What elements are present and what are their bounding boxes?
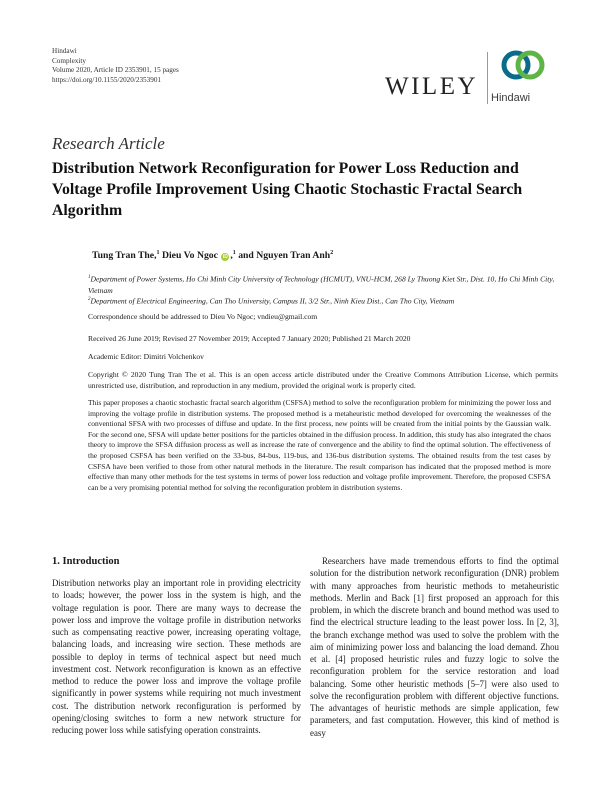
author-name: Tung Tran The, [92, 250, 157, 262]
author-affiliation-mark: 2 [330, 250, 334, 256]
abstract-text: This paper proposes a chaotic stochastic fractal search algorithm (CSFSA) method to solve the reconfiguration problem for minimizing the power loss and improving the voltage profile in distribution systems. The proposed method is a metaheuristic method developed for overcoming the weaknesses of the conventional SFSA with two processes of diffuse and update. In the first process, new points will be created from the initial points by the Gaussian walk. For the second one, SFSA will update better positions for the particles obtained in the diffusion process. In addition, this study has also integrated the chaos theory to improve the SFSA diffusion process as well as increase the rate of convergence and the ability to find the optimal solution. The effectiveness of the proposed CSFSA has been verified on the 33-bus, 84-bus, 119-bus, and 136-bus distribution systems. The obtained results from the test cases by CSFSA have been verified to those from other natural methods in the literature. The result comparison has indicated that the proposed method is more effective than many other methods for the test systems in terms of power loss reduction and voltage profile improvement. Therefore, the proposed CSFSA can be a very promising potential method for solving the reconfiguration problem in distribution systems. [88, 398, 551, 492]
affiliation-mark: 1 [88, 275, 91, 280]
academic-editor: Academic Editor: Dimitri Volchenkov [88, 352, 204, 361]
affiliation [88, 272, 568, 296]
author-list: Tung Tran The,$^1$ Dieu Vo Ngoc iD ,$^1$ and Nguyen Tran Anh$^2$ [92, 250, 334, 262]
publication-dates: Received 26 June 2019; Revised 27 November 2019; Accepted 7 January 2020; Published 21 March 2020 [88, 334, 411, 343]
author-affiliation-mark: 1 [156, 250, 160, 256]
affiliation-text: Department of Power Systems, Ho Chi Minh City University of Technology (HCMUT), VNU-HCM, 268 Ly Thuong Kiet Str., Dist. 10, Ho Chi Minh City, Vietnam [88, 274, 555, 295]
author-name: and Nguyen Tran Anh [238, 250, 331, 262]
orcid-icon[interactable]: iD [222, 254, 228, 261]
correspondence: Correspondence should be addressed to Dieu Vo Ngoc; vndieu@gmail.com [88, 312, 318, 321]
publisher-name: Hindawi [52, 47, 77, 55]
section-heading: 1. Introduction [52, 556, 120, 567]
paragraph: Researchers have made tremendous efforts to find the optimal solution for the distribution network reconfiguration (DNR) problem with many approaches from heuristic methods to metaheuristic methods. Merlin and Back [1] first proposed an approach for this problem, in which the discrete branch and bound method was used to find the electrical structure leading to the least power loss. In [2, 3], the branch exchange method was used to solve the problem with the aim of minimizing power loss and balancing the load demand. Zhou et al. [4] proposed heuristic rules and fuzzy logic to solve the reconfiguration problem for the service restoration and load balancing. Some other heuristic methods [5–7] were also used to solve the reconfiguration problem with different objective functions. The advantages of heuristic methods are simple application, few parameters, and fast computation. However, this kind of method is easy [310, 556, 559, 738]
volume-info: Volume 2020, Article ID 2353901, 15 pages [52, 66, 179, 75]
doi-link[interactable]: https://doi.org/10.1155/2020/2353901 [52, 75, 162, 84]
article-title: Distribution Network Reconfiguration for Power Loss Reduction and Voltage Profile Improvement Using Chaotic Stochastic Fractal Search Algorithm [52, 160, 523, 219]
body-column-right [310, 555, 559, 739]
abstract [88, 398, 551, 493]
paragraph: Distribution networks play an important role in providing electricity to loads; however, the power loss in the system is high, and the voltage regulation is poor. There are many ways to decrease the power loss and improve the voltage profile in distribution networks such as compensating reactive power, increasing operating voltage, balancing loads, and increasing wire section. These methods are possible to deploy in terms of technical aspect but need much investment cost. Network reconfiguration is known as an effective method to reduce the power loss and improve the voltage profile significantly in power systems while requiring not much investment cost. The distribution network reconfiguration is performed by opening/closing switches to form a new network structure for reducing power loss while satisfying operation constraints. [52, 578, 301, 735]
author-affiliation-mark: 1 [232, 250, 236, 256]
affiliation-text: Department of Electrical Engineering, Can Tho University, Campus II, 3/2 Str., Ninh Kieu Dist., Can Tho City, Vietnam [90, 296, 455, 306]
affiliation [88, 294, 568, 307]
journal-name: Complexity [52, 56, 86, 65]
body-column-left [52, 577, 301, 736]
wiley-logo: WILEY [385, 73, 479, 100]
article-type: Research Article [52, 134, 165, 153]
hindawi-logo-icon [499, 46, 547, 88]
logo-divider [487, 52, 488, 104]
affiliation-mark: 2 [88, 297, 91, 302]
hindawi-logo-text: Hindawi [491, 92, 531, 104]
copyright-notice: Copyright © 2020 Tung Tran The et al. This is an open access article distributed under the Creative Commons Attribution License, which permits unrestricted use, distribution, and reproduction in any medium, provided the original work is properly cited. [88, 370, 558, 390]
author-name: Dieu Vo Ngoc [161, 250, 218, 262]
journal-meta [52, 47, 179, 85]
